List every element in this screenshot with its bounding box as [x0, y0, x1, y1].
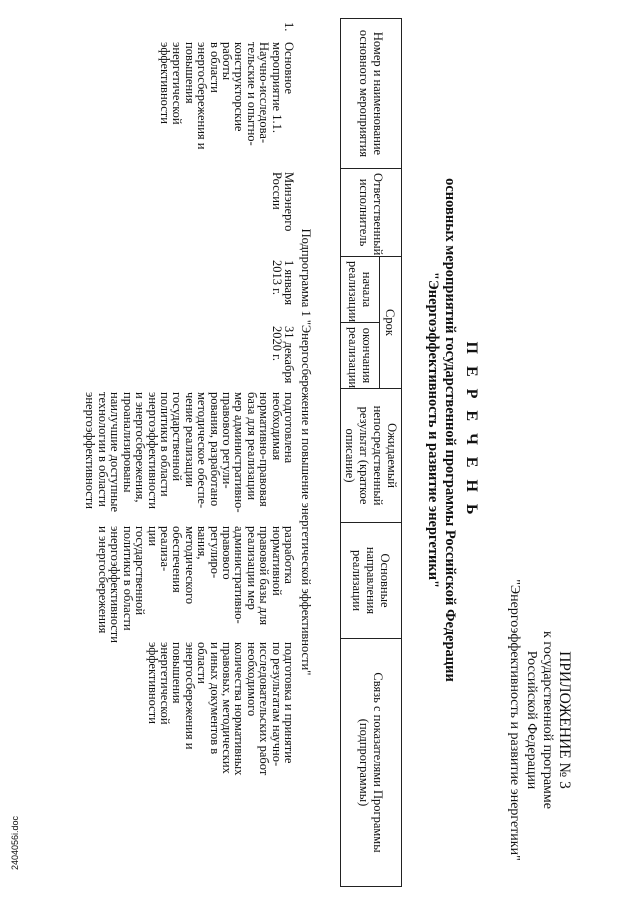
header-executor: Ответственный исполнитель: [341, 169, 402, 257]
header-end: окончания реализации: [341, 323, 380, 389]
header-term: Срок: [379, 257, 401, 389]
annex-block: [506, 560, 572, 880]
row-measure-name: Основное мероприятие 1.1. Научно-исследова- тельские и опытно- конструкторские работы в области энергосбережения и повышения энергетической эффективности: [157, 42, 296, 150]
subprogram-title: Подпрограмма 1 "Энергосбережение и повышение энергетической эффективности": [299, 228, 313, 676]
header-start: начала реализации: [341, 257, 380, 323]
title-line-2: "Энергоэффективность и развитие энергетики": [425, 271, 441, 589]
row-number: 1.: [282, 22, 296, 32]
cell-directions: разработка нормативной правовой базы для реализации мер административно- правового регулиро- вания, методического обеспечения реализа- ции государственной политики в области энергоэффективности и энергосбережения: [95, 526, 296, 643]
measures-table-body: [84, 18, 295, 886]
header-result: Ожидаемый непосредственный результат (краткое описание): [341, 389, 402, 523]
header-link: Связь с показателями Программы (подпрограммы): [341, 639, 402, 887]
document-filename: 2404056i.doc: [10, 815, 20, 870]
header-number-name: Номер и наименование основного мероприятия: [341, 19, 402, 169]
title-line-1: основных мероприятий государственной программы Российской Федерации: [442, 178, 458, 682]
annex-line-title: "Энергоэффективность и развитие энергетики": [507, 579, 523, 861]
annex-line-program: к государственной программе: [540, 631, 556, 809]
header-directions: Основные направления реализации: [341, 523, 402, 639]
title-heading: П Е Р Е Ч Е Н Ь: [463, 341, 480, 519]
measures-table-header: [340, 18, 402, 887]
cell-result: подготовлена необходимая нормативно-правовая база для реализации мер административно- правового регули- рования, разработано методическое обеспе- чение реализации государственной политики в области энергоэффективности и энергосбережения, проанализированы наилучшие доступные технологии в области энергоэффективности: [83, 392, 296, 513]
annex-line-federation: Российской Федерации: [524, 650, 539, 790]
annex-number: ПРИЛОЖЕНИЕ № 3: [556, 651, 573, 789]
document-title: [424, 120, 484, 740]
cell-executor: Минэнерго России: [269, 172, 296, 232]
table-row: [84, 18, 295, 886]
cell-link: подготовка и принятие по результатам научно- исследовательских работ необходимого количества нормативных правовых, методических и иных документов в области энергосбережения и повышения энергетической эффективности: [145, 642, 296, 776]
cell-end: 31 декабря 2020 г.: [269, 326, 296, 384]
cell-start: 1 января 2013 г.: [269, 260, 296, 306]
cell-number-name: [84, 18, 295, 168]
